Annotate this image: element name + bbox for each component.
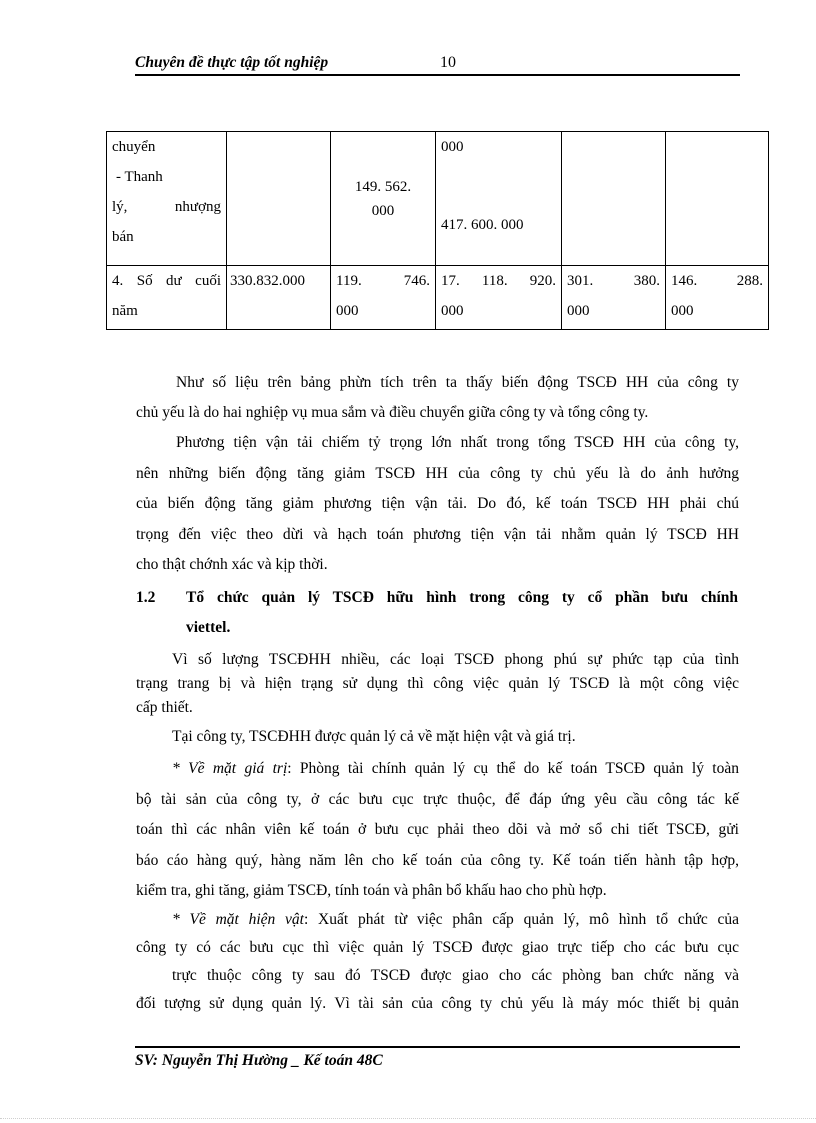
table-cell — [331, 132, 436, 266]
cell-line: 000 — [441, 303, 464, 319]
text-line: công ty có các bưu cục thì việc quản lý TSCĐ được giao trực tiếp cho các bưu cục — [136, 939, 739, 956]
page-number: 10 — [440, 54, 456, 71]
text-line: cấp thiết. — [136, 699, 193, 716]
cell-line: 000 — [671, 303, 694, 319]
paragraph-5 — [136, 754, 739, 907]
text-line: Như số liệu trên bảng phừn tích trên ta thấy biến động TSCĐ HH của công ty — [176, 374, 739, 391]
table-cell — [331, 266, 436, 330]
cell-line: bán — [112, 229, 134, 245]
table-cell — [227, 266, 331, 330]
text-line: đối tượng sử dụng quản lý. Vì tài sản của công ty chủ yếu là máy móc thiết bị quản — [136, 995, 739, 1012]
text-line: Tại công ty, TSCĐHH được quản lý cả về mặt hiện vật và giá trị. — [172, 728, 576, 745]
text-line: báo cáo hàng quý, hàng năm lên cho kế toán của công ty. Kế toán tiến hành tập hợp, — [136, 851, 739, 869]
section-title-cont: viettel. — [186, 619, 231, 636]
text-line: chủ yếu là do hai nghiệp vụ mua sắm và điều chuyển giữa công ty và tổng công ty. — [136, 404, 649, 421]
text-line: bộ tài sản của công ty, ở các bưu cục trực thuộc, để đáp ứng yêu cầu công tác kế — [136, 790, 739, 808]
table-cell — [107, 266, 227, 330]
cell-line: 000 — [336, 303, 359, 319]
text-span: : Xuất phát từ việc phân cấp quản lý, mô hình tổ chức của — [304, 911, 739, 928]
cell-line: 146. 288. — [671, 273, 763, 289]
page-bottom-divider — [0, 1118, 816, 1119]
text-line: trạng trang bị và hiện trạng sử dụng thì công việc quản lý TSCĐ là một công việc — [136, 675, 739, 692]
text-line — [136, 754, 739, 785]
paragraph-1 — [136, 368, 739, 428]
footer-text: SV: Nguyễn Thị Hường _ Kế toán 48C — [135, 1052, 383, 1069]
table-cell — [666, 132, 769, 266]
text-line: của biến động tăng giảm phương tiện vận tải. Do đó, kế toán TSCĐ HH phải chú — [136, 495, 739, 512]
table-row — [107, 132, 769, 266]
text-line: trực thuộc công ty sau đó TSCĐ được giao cho các phòng ban chức năng và — [172, 967, 739, 984]
section-number: 1.2 — [136, 589, 156, 606]
page-footer — [135, 1046, 740, 1069]
cell-line: 417. 600. 000 — [441, 217, 524, 233]
cell-line: lý, nhượng — [112, 199, 221, 215]
section-title: Tổ chức quản lý TSCĐ hữu hình trong công ty cổ phần bưu chính — [186, 589, 738, 606]
text-line: trọng đến việc theo dừi và hạch toán phương tiện vận tải nhằm quản lý TSCĐ HH — [136, 525, 739, 543]
text-line — [136, 906, 739, 934]
asset-table — [106, 131, 769, 330]
table-cell — [562, 132, 666, 266]
text-line: toán thì các nhân viên kế toán ở bưu cục phải theo dõi và mở sổ chi tiết TSCĐ, gửi — [136, 821, 739, 838]
paragraph-2 — [136, 428, 739, 581]
label-gia-tri: * Về mặt giá trị — [172, 760, 288, 777]
paragraph-6 — [136, 906, 739, 1018]
page-header — [135, 52, 740, 76]
table-cell — [436, 132, 562, 266]
cell-line: 301. 380. — [567, 273, 660, 289]
text-line: Phương tiện vận tải chiếm tỷ trọng lớn nhất trong tổng TSCĐ HH của công ty, — [176, 434, 739, 451]
paragraph-3 — [136, 648, 739, 720]
table-row — [107, 266, 769, 330]
header-title: Chuyên đề thực tập tốt nghiệp — [135, 54, 329, 71]
cell-line: - Thanh — [116, 169, 163, 185]
table-cell — [107, 132, 227, 266]
cell-line: 000 — [567, 303, 590, 319]
cell-line: 17. 118. 920. — [441, 273, 556, 289]
paragraph-4 — [136, 725, 739, 749]
cell-line: 149. 562. — [354, 178, 412, 195]
text-line: cho thật chớnh xác và kịp thời. — [136, 556, 328, 573]
cell-line: năm — [112, 303, 138, 319]
cell-line: 000 — [371, 202, 395, 219]
text-line: nên những biến động tăng giảm TSCĐ HH của công ty chủ yếu là do ảnh hưởng — [136, 464, 739, 482]
cell-line: 4. Số dư cuối — [112, 273, 221, 289]
cell-line: 330.832.000 — [230, 273, 305, 289]
text-span: : Phòng tài chính quản lý cụ thể do kế toán TSCĐ quản lý toàn — [287, 760, 739, 777]
table-cell — [227, 132, 331, 266]
text-line: Vì số lượng TSCĐHH nhiều, các loại TSCĐ phong phú sự phức tạp của tình — [172, 651, 739, 668]
text-line: kiểm tra, ghi tăng, giảm TSCĐ, tính toán và phân bổ khấu hao cho phù hợp. — [136, 882, 607, 899]
table-cell — [666, 266, 769, 330]
cell-line: chuyển — [112, 139, 156, 155]
label-hien-vat: * Về mặt hiện vật — [172, 911, 304, 928]
table-cell — [436, 266, 562, 330]
cell-line: 119. 746. — [336, 273, 430, 289]
cell-line: 000 — [441, 139, 464, 155]
table-cell — [562, 266, 666, 330]
